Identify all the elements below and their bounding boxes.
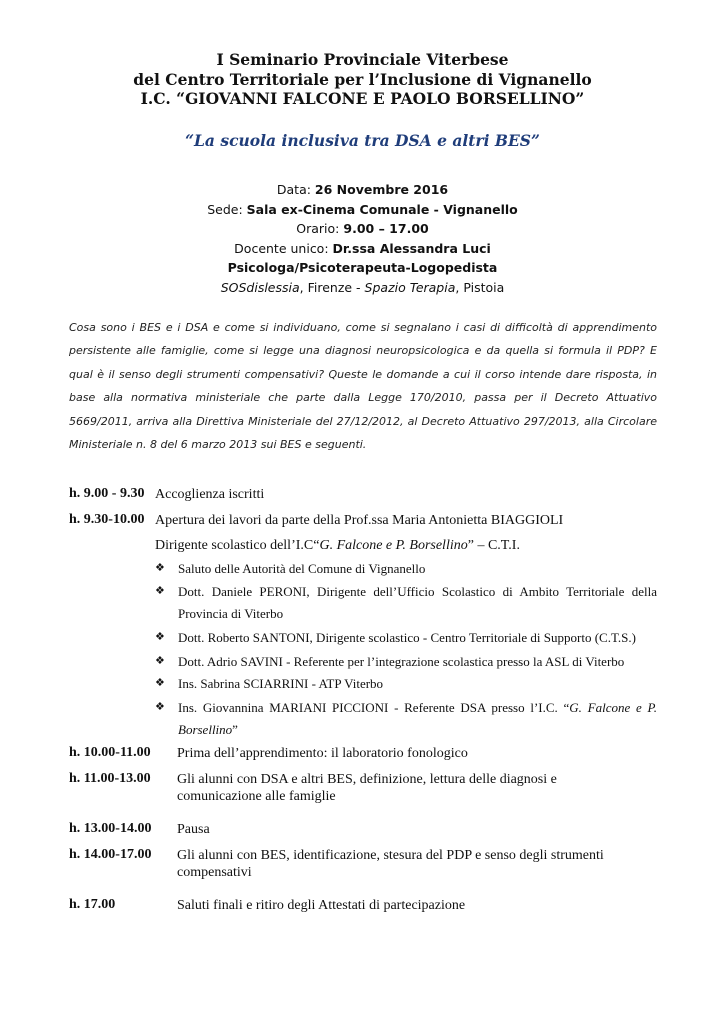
header-title-line-3: I.C. “GIOVANNI FALCONE E PAOLO BORSELLINO” [140,89,585,108]
subline-text-a: Dirigente scolastico dell’I.C“ [155,538,320,553]
program-time: h. 10.00-11.00 [69,745,151,760]
diamond-bullet-icon: ❖ [155,585,165,597]
program-description: Prima dell’apprendimento: il laboratorio fonologico [177,746,468,761]
bullet-text: Ins. Sabrina SCIARRINI - ATP Viterbo [178,676,384,691]
teacher-label: Docente unico: [234,240,333,256]
program-description: Saluti finali e ritiro degli Attestati di partecipazione [177,898,466,913]
diamond-bullet-icon: ❖ [155,677,165,689]
program-time: h. 13.00-14.00 [69,821,152,836]
program-subline [155,538,520,554]
program-description: Gli alunni con BES, identificazione, stesura del PDP e senso degli strumenti compensativi [177,848,604,880]
time-value: 9.00 – 17.00 [343,221,429,237]
bullet-text-a: Ins. Giovannina MARIANI PICCIONI - Referente DSA presso l’I.C. “ [178,700,570,715]
bullet-text: Dott. Adrio SAVINI - Referente per l’integrazione scolastica presso la ASL di Viterbo [178,654,625,669]
venue-value: Sala ex-Cinema Comunale - Vignanello [246,201,518,217]
teacher-organizations [0,278,725,298]
org-1-suffix: , Firenze - [299,279,365,295]
program-description: Apertura dei lavori da parte della Prof.ssa Maria Antonietta BIAGGIOLI [155,513,564,528]
program-time: h. 9.30-10.00 [69,512,145,527]
header-title-line-1: I Seminario Provinciale Viterbese [216,50,509,69]
org-1: SOSdislessia [220,279,300,295]
program-bullet [155,673,657,695]
document-header [0,50,725,109]
bullet-school: G. Falcone e P. Borsellino [178,700,657,737]
bullet-text: Dott. Daniele PERONI, Dirigente dell’Ufficio Scolastico di Ambito Territoriale della Provincia di Viterbo [178,584,657,621]
diamond-bullet-icon: ❖ [155,701,165,713]
bullet-text [178,697,657,740]
diamond-bullet-icon: ❖ [155,655,165,667]
program-description: Gli alunni con DSA e altri BES, definizione, lettura delle diagnosi e comunicazione alle famiglie [177,772,557,804]
program-time: h. 9.00 - 9.30 [69,486,145,501]
venue-label: Sede: [207,201,247,217]
subline-text-c: ” – C.T.I. [467,538,520,553]
bullet-text-c: ” [232,721,238,737]
event-date [0,180,725,200]
time-label: Orario: [296,221,344,237]
event-info [0,180,725,298]
teacher-value: Dr.ssa Alessandra Luci [332,240,491,256]
seminar-abstract: Cosa sono i BES e i DSA e come si individuano, come si segnalano i casi di difficoltà di apprendimento persistente alle famiglie, come si legge una diagnosi neuropsicologica e da quella si formula il PDP? E qual è il senso degli strumenti compensativi? Queste le domande a cui il corso intende dare risposta, in base alla normativa ministeriale che parte dalla Legge 170/2010, passa per il Decreto Attuativo 5669/2011, arriva alla Direttiva Ministeriale del 27/12/2012, al Decreto Attuativo 297/2013, alla Circolare Ministeriale n. 8 del 6 marzo 2013 sui BES e seguenti. [69,321,657,452]
program-description: Pausa [177,822,210,837]
org-2: Spazio Terapia [364,279,456,295]
bullet-text: Dott. Roberto SANTONI, Dirigente scolastico - Centro Territoriale di Supporto (C.T.S.) [178,630,636,645]
org-2-suffix: , Pistoia [455,279,505,295]
event-teacher [0,239,725,259]
program-bullet [155,697,657,741]
program-bullet [155,651,657,673]
date-value: 26 Novembre 2016 [314,182,449,197]
program-description: Accoglienza iscritti [155,487,265,502]
date-label: Data: [276,182,315,197]
event-time [0,219,725,239]
bullet-text: Saluto delle Autorità del Comune di Vignanello [178,561,426,576]
program-time: h. 14.00-17.00 [69,847,152,862]
program-bullet [155,558,657,580]
teacher-role: Psicologa/Psicoterapeuta-Logopedista [227,260,498,276]
program-bullet [155,627,657,649]
diamond-bullet-icon: ❖ [155,631,165,643]
program-bullet [155,581,657,625]
diamond-bullet-icon: ❖ [155,562,165,574]
program-time: h. 11.00-13.00 [69,771,151,786]
event-venue [0,200,725,220]
program-time: h. 17.00 [69,897,116,912]
seminar-subtitle: “La scuola inclusiva tra DSA e altri BES” [185,131,540,150]
header-title-line-2: del Centro Territoriale per l’Inclusione di Vignanello [133,69,592,89]
subline-school: G. Falcone e P. Borsellino [319,538,468,553]
